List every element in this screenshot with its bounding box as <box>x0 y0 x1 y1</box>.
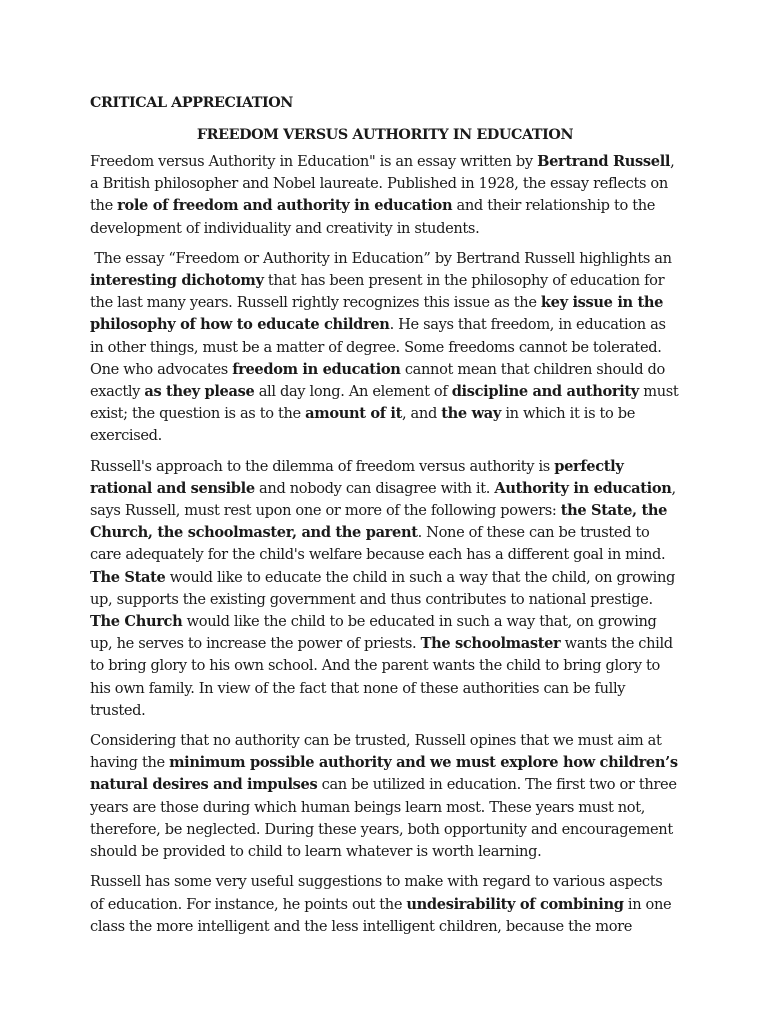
text-run: can be utilized in education. The first two or three years are those during which human beings learn most. These years must not, therefore, be neglected. During these years, both opportunity and encouragement should be provided to child to learn whatever is worth learning. <box>90 776 677 861</box>
text-run: Considering that no authority can be trusted, Russell opines that we must aim at having the <box>90 732 662 772</box>
document-content <box>90 92 680 938</box>
text-run: wants the child to bring glory to his own school. And the parent wants the child to bring glory to his own family. In view of the fact that none of these authorities can be fully trusted. <box>90 635 673 719</box>
body-paragraph <box>90 456 680 722</box>
text-run: . He says that freedom, in education as in other things, must be a matter of degree. Some freedoms cannot be tolerated. One who advocates <box>90 316 666 378</box>
text-run: and nobody can disagree with it. <box>254 479 495 497</box>
bold-text-run: amount of it <box>305 405 402 423</box>
text-run: The essay “Freedom or Authority in Education” by Bertrand Russell highlights an <box>94 249 672 267</box>
bold-text-run: undesirability of combining <box>406 895 624 913</box>
text-run: , and <box>401 405 442 423</box>
document-heading: CRITICAL APPRECIATION <box>90 95 293 111</box>
text-run: Russell's approach to the dilemma of freedom versus authority is <box>90 457 555 475</box>
bold-text-run: The Church <box>90 613 183 631</box>
text-run: Russell has some very useful suggestions to make with regard to various aspects of education. For instance, he points out the <box>90 873 663 913</box>
bold-text-run: interesting dichotomy <box>90 272 264 290</box>
text-run: would like to educate the child in such a way that the child, on growing up, supports the existing government and thus contributes to national prestige. <box>90 568 676 608</box>
body-paragraph <box>90 151 680 240</box>
text-run: Freedom versus Authority in Education" is an essay written by <box>90 153 538 170</box>
body-paragraph <box>90 730 680 863</box>
bold-text-run: as they please <box>144 383 255 401</box>
document-title: FREEDOM VERSUS AUTHORITY IN EDUCATION <box>196 127 574 143</box>
text-run: all day long. An element of <box>254 383 452 401</box>
text-run: would like the child to be educated in such a way that, on growing up, he serves to increase the power of priests. <box>90 613 657 653</box>
body-paragraph <box>90 871 680 938</box>
bold-text-run: the State, the Church, the schoolmaster, and the parent <box>90 502 668 542</box>
bold-text-run: role of freedom and authority in education <box>117 197 453 215</box>
bold-text-run: Authority in education <box>494 479 672 497</box>
text-run: must exist; the question is as to the <box>90 383 679 423</box>
bold-text-run: the way <box>441 405 502 423</box>
bold-text-run: perfectly rational and sensible <box>90 457 624 497</box>
bold-text-run: freedom in education <box>232 360 401 378</box>
text-run: . None of these can be trusted to care adequately for the child's welfare because each has a different goal in mind. <box>90 524 666 564</box>
text-run: in which it is to be exercised. <box>90 405 636 445</box>
bold-text-run: Bertrand Russell <box>537 153 671 170</box>
bold-text-run: The State <box>90 568 166 586</box>
text-run: , a British philosopher and Nobel laureate. Published in 1928, the essay reflects on the <box>90 153 675 215</box>
bold-text-run: The schoolmaster <box>420 635 561 653</box>
text-run: , says Russell, must rest upon one or more of the following powers: <box>90 479 676 520</box>
bold-text-run: discipline and authority <box>451 383 639 401</box>
text-run: that has been present in the philosophy of education for the last many years. Russell rightly recognizes this issue as the <box>90 272 665 312</box>
text-run: and their relationship to the development of individuality and creativity in students. <box>90 197 656 237</box>
text-run: cannot mean that children should do exactly <box>90 360 665 401</box>
text-run: in one class the more intelligent and the less intelligent children, because the more <box>90 895 672 935</box>
bold-text-run: minimum possible authority and we must explore how children’s natural desires and impulses <box>90 754 678 794</box>
document-body <box>90 151 680 938</box>
bold-text-run: key issue in the philosophy of how to educate children <box>90 294 664 334</box>
body-paragraph <box>90 248 680 448</box>
